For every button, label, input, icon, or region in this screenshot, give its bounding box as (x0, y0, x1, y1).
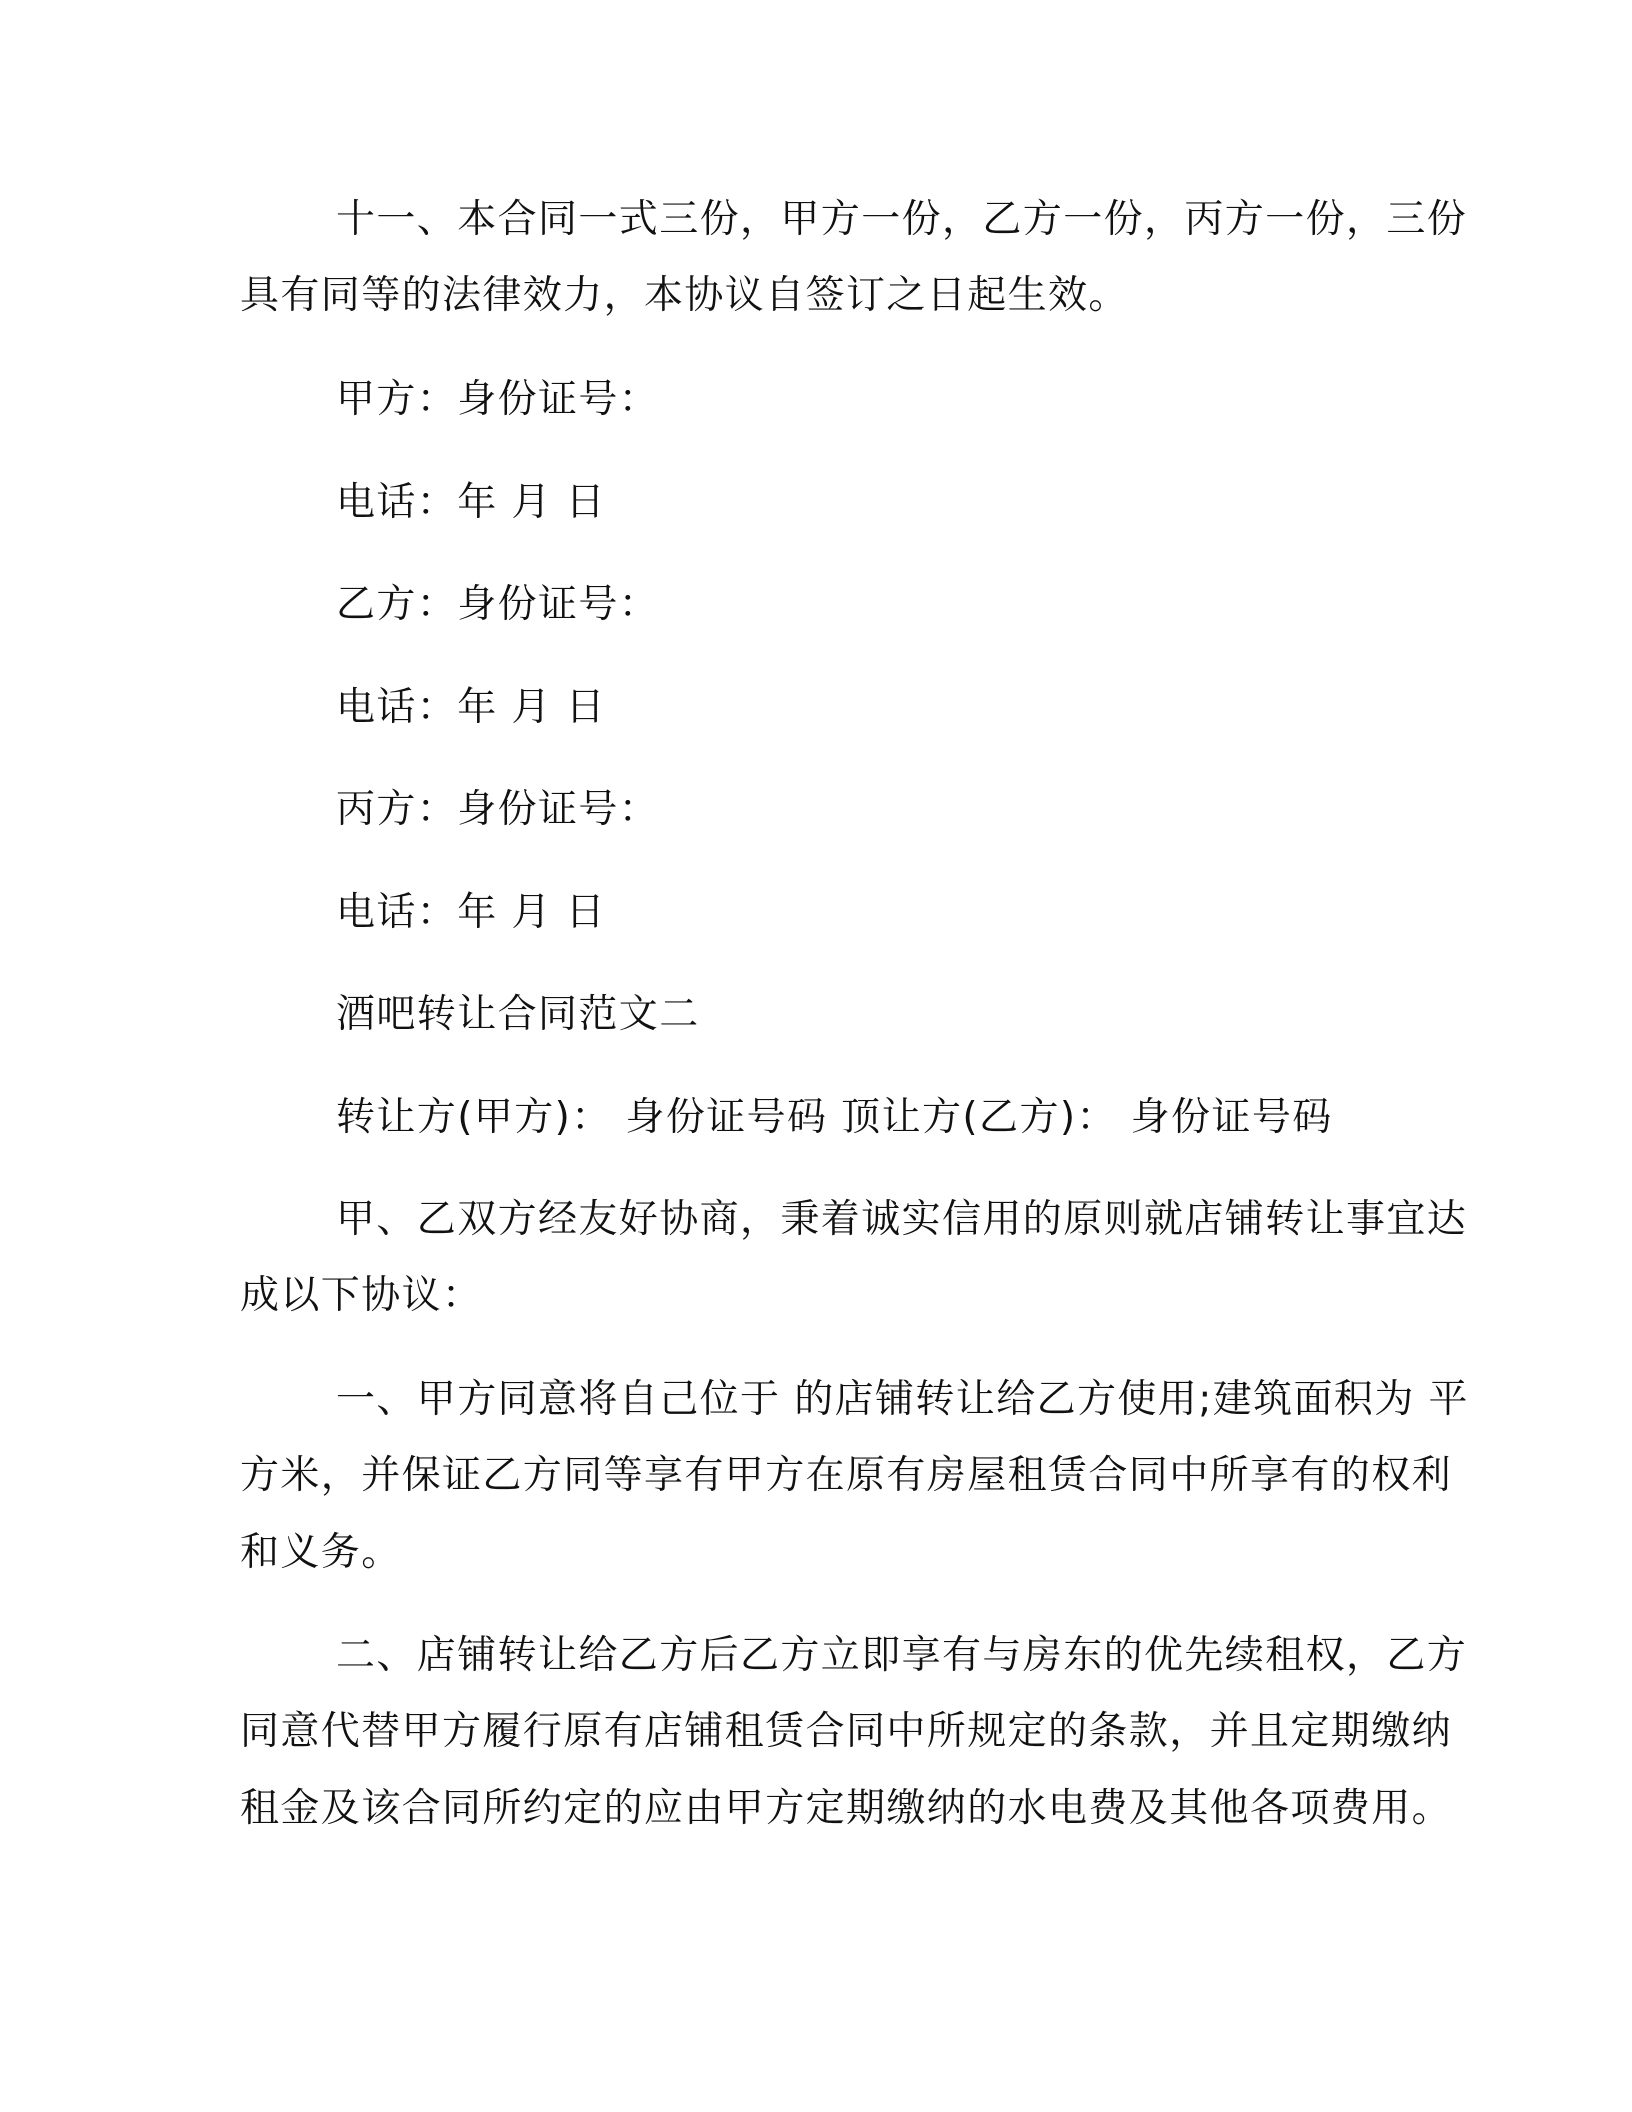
clause-2-line-1: 二、店铺转让给乙方后乙方立即享有与房东的优先续租权，乙方 (336, 1633, 1468, 1678)
party-a-id-label: 身份证号： (457, 377, 660, 422)
party-b-line (336, 582, 660, 627)
date-label: 年 月 日 (457, 890, 606, 935)
party-b-contact-line (336, 685, 606, 730)
clause-11-line-2: 具有同等的法律效力，本协议自签订之日起生效。 (240, 273, 1129, 318)
clause-1-line-1: 一、甲方同意将自己位于 的店铺转让给乙方使用;建筑面积为 平 (336, 1377, 1469, 1422)
party-c-contact-line (336, 890, 606, 935)
party-b-id-label: 身份证号： (457, 582, 660, 627)
section-title: 酒吧转让合同范文二 (336, 992, 700, 1037)
clause-1-line-3: 和义务。 (240, 1530, 402, 1575)
phone-label: 电话： (336, 890, 458, 935)
party-c-id-label: 身份证号： (457, 787, 660, 832)
phone-label: 电话： (336, 480, 458, 525)
party-b-label: 乙方： (336, 582, 458, 627)
clause-1-line-2: 方米，并保证乙方同等享有甲方在原有房屋租赁合同中所享有的权利 (240, 1453, 1453, 1498)
party-c-line (336, 787, 660, 832)
preamble-line-1: 甲、乙双方经友好协商，秉着诚实信用的原则就店铺转让事宜达 (336, 1197, 1468, 1242)
date-label: 年 月 日 (457, 480, 606, 525)
phone-label: 电话： (336, 685, 458, 730)
clause-11-line-1: 十一、本合同一式三份，甲方一份，乙方一份，丙方一份，三份 (336, 197, 1468, 242)
date-label: 年 月 日 (457, 685, 606, 730)
party-a-label: 甲方： (336, 377, 458, 422)
clause-2-line-2: 同意代替甲方履行原有店铺租赁合同中所规定的条款，并且定期缴纳 (240, 1709, 1453, 1754)
party-a-line (336, 377, 660, 422)
party-c-label: 丙方： (336, 787, 458, 832)
clause-2-line-3: 租金及该合同所约定的应由甲方定期缴纳的水电费及其他各项费用。 (240, 1786, 1453, 1831)
preamble-line-2: 成以下协议： (240, 1273, 483, 1318)
parties-line: 转让方(甲方)： 身份证号码 顶让方(乙方)： 身份证号码 (336, 1095, 1333, 1140)
party-a-contact-line (336, 480, 606, 525)
